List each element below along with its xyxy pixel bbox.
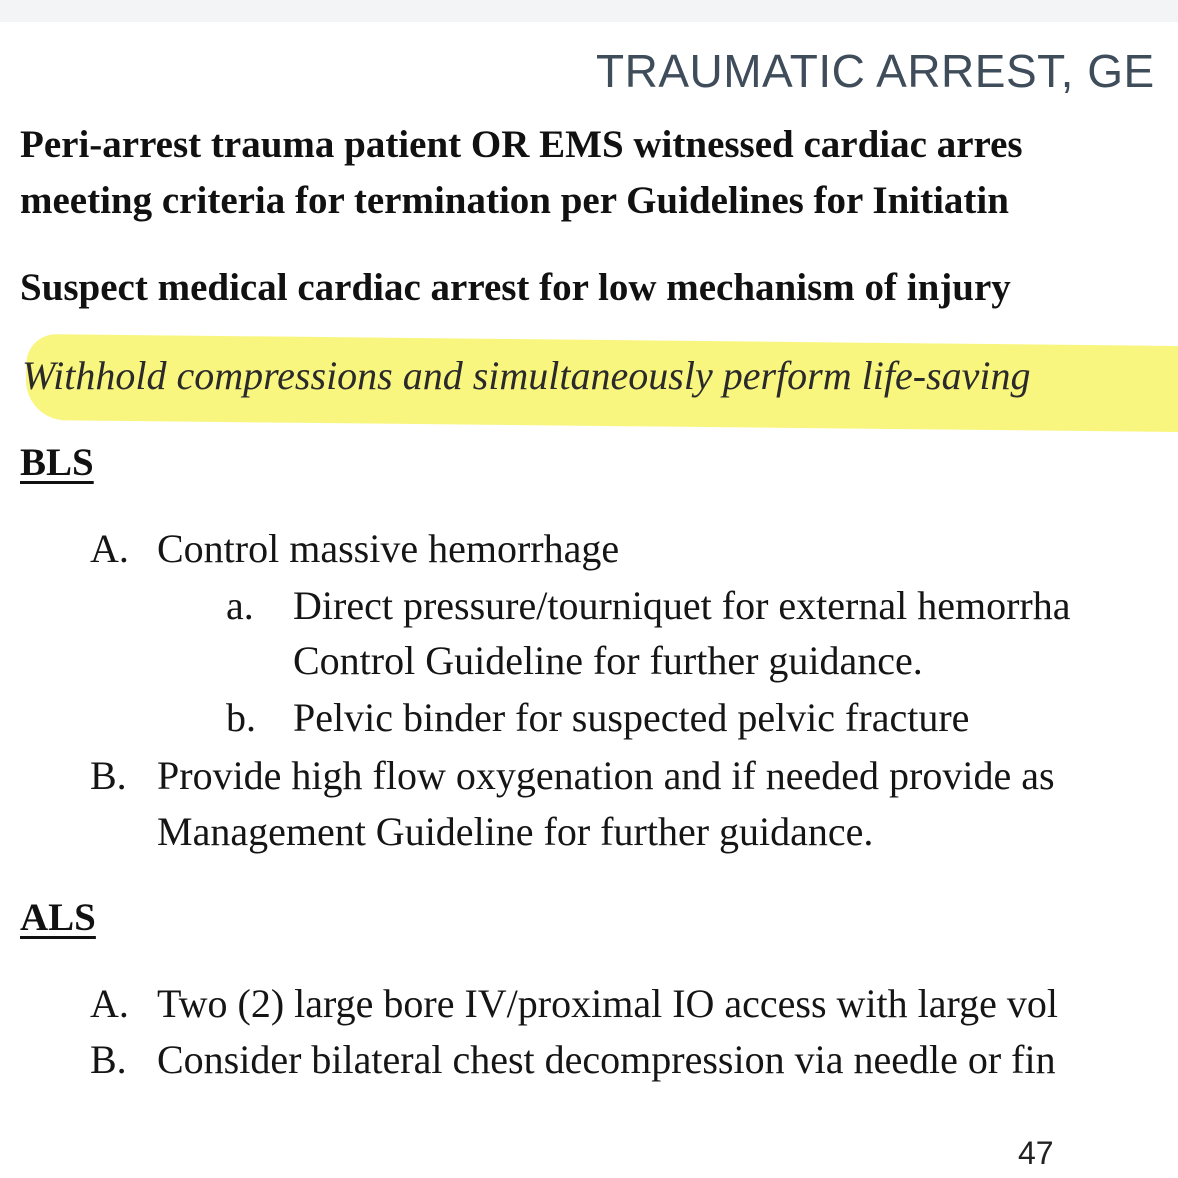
top-strip xyxy=(0,0,1178,22)
list-item: Two (2) large bore IV/proximal IO access with large vol xyxy=(157,981,1058,1026)
bls-heading: BLS xyxy=(20,441,94,484)
list-marker: A. xyxy=(90,981,129,1026)
list-item: Pelvic binder for suspected pelvic fracture xyxy=(293,695,970,740)
list-item: Control massive hemorrhage xyxy=(157,526,620,571)
list-item: Provide high flow oxygenation and if needed provide as xyxy=(157,753,1055,798)
list-item: Direct pressure/tourniquet for external hemorrha xyxy=(293,583,1071,628)
list-marker: A. xyxy=(90,526,129,571)
highlighted-instruction: Withhold compressions and simultaneously perform life-saving xyxy=(22,353,1031,398)
page-number: 47 xyxy=(1018,1135,1054,1171)
page-header-title: TRAUMATIC ARREST, GE xyxy=(596,45,1155,97)
intro-line-3: Suspect medical cardiac arrest for low mechanism of injury xyxy=(20,266,1011,309)
intro-line-1: Peri-arrest trauma patient OR EMS witnessed cardiac arres xyxy=(20,123,1023,166)
list-marker: B. xyxy=(90,753,127,798)
list-marker: b. xyxy=(226,695,256,740)
list-marker: a. xyxy=(226,583,254,628)
list-item: Consider bilateral chest decompression via needle or fin xyxy=(157,1037,1056,1082)
list-item-continuation: Control Guideline for further guidance. xyxy=(293,638,923,683)
intro-line-2: meeting criteria for termination per Guidelines for Initiatin xyxy=(20,179,1009,222)
als-heading: ALS xyxy=(20,896,96,939)
list-item-continuation: Management Guideline for further guidance. xyxy=(157,809,874,854)
list-marker: B. xyxy=(90,1037,127,1082)
